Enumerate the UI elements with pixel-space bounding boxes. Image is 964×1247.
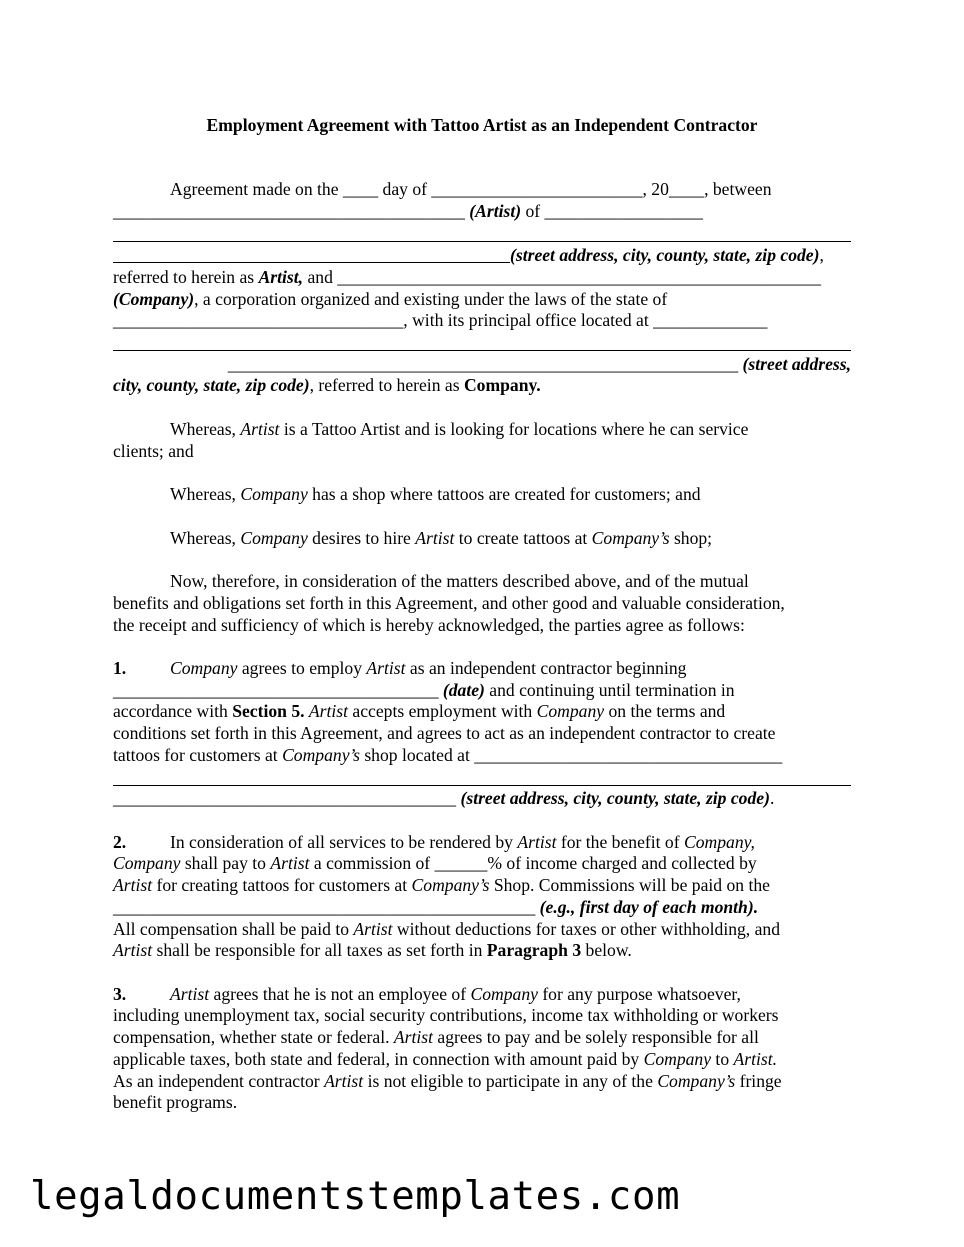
preamble-text: Agreement made on the ____ day of ________________________, 20____, between (170, 179, 772, 199)
preamble-line-6: _________________________________, with its principal office located at _____________ (113, 310, 768, 330)
section-3-line-1: 3. Artist agrees that he is not an employee of Company for any purpose whatsoever, (113, 984, 741, 1004)
section-3-line-6: benefit programs. (113, 1092, 238, 1112)
now-therefore-3: the receipt and sufficiency of which is hereby acknowledged, the parties agree as follows: (113, 615, 745, 635)
document-title: Employment Agreement with Tattoo Artist as an Independent Contractor (206, 115, 758, 135)
section-2-line-5: All compensation shall be paid to Artist without deductions for taxes or other withholding, and (113, 919, 780, 939)
section-3-line-2: including unemployment tax, social security contributions, income tax withholding or workers (113, 1005, 779, 1025)
preamble-line-2: ________________________________________ (Artist) of __________________ (113, 201, 703, 221)
section-1-line-2: _____________________________________ (date) and continuing until termination in (113, 680, 735, 700)
section-1-line-5: tattoos for customers at Company’s shop located at ___________________________________ (113, 745, 783, 765)
section-1-line-1: 1. Company agrees to employ Artist as an independent contractor beginning (113, 658, 687, 678)
preamble-line-8: city, county, state, zip code), referred to herein as Company. (113, 375, 541, 395)
blank-rule (113, 785, 851, 786)
section-number: 1. (113, 658, 127, 678)
whereas-2: Whereas, Company has a shop where tattoos are created for customers; and (170, 484, 701, 504)
section-3-line-4: applicable taxes, both state and federal, in connection with amount paid by Company to Artist. (113, 1049, 778, 1069)
preamble-line-4: referred to herein as Artist, and _______________________________________________________ (113, 267, 822, 287)
section-2-line-3: Artist for creating tattoos for customers at Company’s Shop. Commissions will be paid on the (113, 875, 770, 895)
section-2-line-6: Artist shall be responsible for all taxes as set forth in Paragraph 3 below. (113, 940, 632, 960)
section-2-line-2: Company shall pay to Artist a commission of ______% of income charged and collected by (113, 853, 757, 873)
section-number: 3. (113, 984, 127, 1004)
section-2-line-4: ________________________________________________ (e.g., first day of each month). (113, 897, 759, 917)
section-3-line-3: compensation, whether state or federal. Artist agrees to pay and be solely responsible for all (113, 1027, 759, 1047)
whereas-1: Whereas, Artist is a Tattoo Artist and is looking for locations where he can service (170, 419, 749, 439)
blank-rule (113, 350, 851, 351)
section-1-line-3: accordance with Section 5. Artist accepts employment with Company on the terms and (113, 701, 726, 721)
section-1-line-6: _______________________________________ (street address, city, county, state, zip code). (113, 788, 775, 808)
section-3-line-5: As an independent contractor Artist is not eligible to participate in any of the Company’s fringe (113, 1071, 782, 1091)
now-therefore-2: benefits and obligations set forth in this Agreement, and other good and valuable consideration, (113, 593, 785, 613)
now-therefore-1: Now, therefore, in consideration of the matters described above, and of the mutual (170, 571, 749, 591)
section-1-line-4: conditions set forth in this Agreement, and agrees to act as an independent contractor to create (113, 723, 776, 743)
section-2-line-1: 2. In consideration of all services to be rendered by Artist for the benefit of Company, (113, 832, 755, 852)
section-number: 2. (113, 832, 127, 852)
watermark-footer: legaldocumentstemplates.com (30, 1174, 681, 1219)
preamble-line-1 (113, 178, 772, 200)
whereas-1-cont: clients; and (113, 441, 194, 461)
preamble-line-3: (street address, city, county, state, zip code), (113, 244, 851, 266)
preamble-line-5: (Company), a corporation organized and existing under the laws of the state of (113, 289, 668, 309)
blank-rule (113, 241, 851, 242)
whereas-3: Whereas, Company desires to hire Artist to create tattoos at Company’s shop; (170, 528, 713, 548)
preamble-line-7: __________________________________________________________ (street address, (227, 354, 851, 374)
